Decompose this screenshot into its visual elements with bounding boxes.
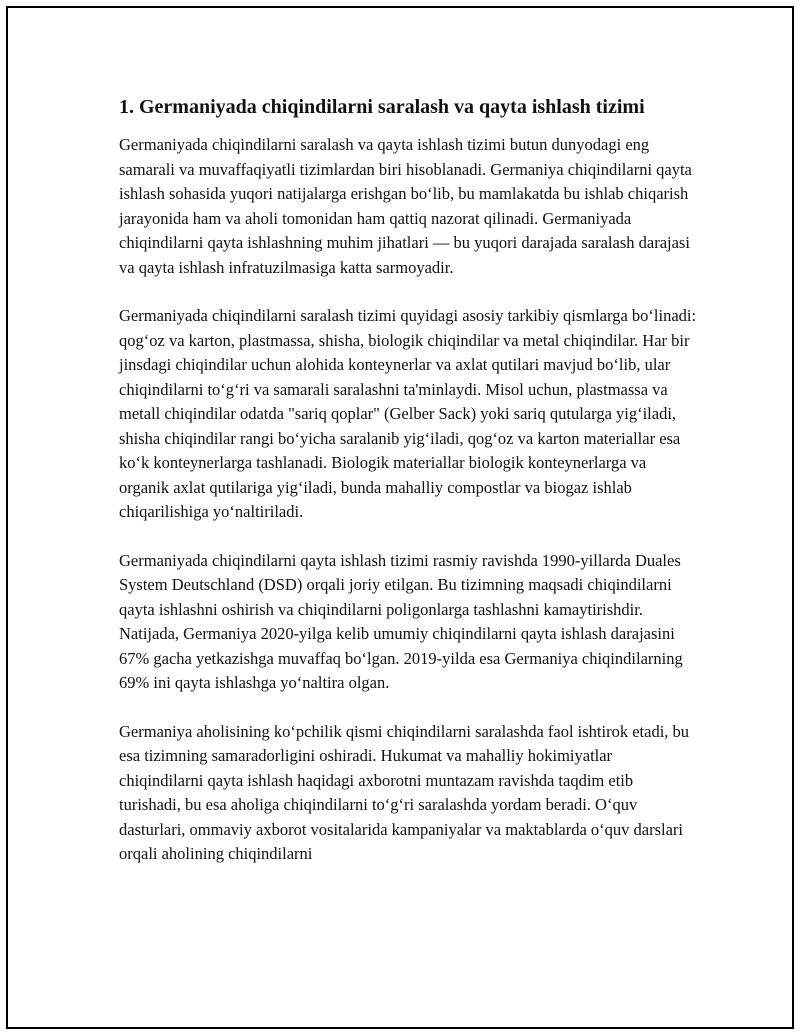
- document-body: [119, 95, 699, 891]
- paragraph-public-participation: Germaniya aholisining ko‘pchilik qismi chiqindilarni saralashda faol ishtirok etadi, bu esa tizimning samaradorligini oshiradi. Hukumat va mahalliy hokimiyatlar chiqindilarni qayta ishlash haqidagi axborotni muntazam ravishda taqdim etib turishadi, bu esa aholiga chiqindilarni to‘g‘ri saralashda yordam beradi. O‘quv dasturlari, ommaviy axborot vositalarida kampaniyalar va maktablarda o‘quv darslari orqali aholining chiqindilarni: [119, 721, 690, 863]
- paragraph-intro: Germaniyada chiqindilarni saralash va qayta ishlash tizimi butun dunyodagi eng samarali va muvaffaqiyatli tizimlardan biri hisoblanadi. Germaniya chiqindilarni qayta ishlash sohasida yuqori natijalarga erishgan bo‘lib, bu mamlakatda bu ishlab chiqarish jarayonida ham va aholi tomonidan ham qattiq nazorat qilinadi. Germaniyada chiqindilarni qayta ishlashning muhim jihatlari — bu yuqori darajada saralash darajasi va qayta ishlash infratuzilmasiga katta sarmoyadir.: [119, 135, 692, 277]
- paragraph-recycling-history: Germaniyada chiqindilarni qayta ishlash tizimi rasmiy ravishda 1990-yillarda Duales System Deutschland (DSD) orqali joriy etilgan. Bu tizimning maqsadi chiqindilarni qayta ishlashni oshirish va chiqindilarni poligonlarga tashlashni kamaytirishdir. Natijada, Germaniya 2020-yilga kelib umumiy chiqindilarni qayta ishlash darajasini 67% gacha yetkazishga muvaffaq bo‘lgan. 2019-yilda esa Germaniya chiqindilarning 69% ini qayta ishlashga yo‘naltira olgan.: [119, 550, 683, 692]
- section-heading: 1. Germaniyada chiqindilarni saralash va qayta ishlash tizimi: [119, 96, 645, 118]
- page-frame: [6, 6, 794, 1029]
- paragraph-sorting-components: Germaniyada chiqindilarni saralash tizimi quyidagi asosiy tarkibiy qismlarga bo‘linadi: qog‘oz va karton, plastmassa, shisha, biologik chiqindilar va metal chiqindilar. Har bir jinsdagi chiqindilar uchun alohida konteynerlar va axlat qutilari mavjud bo‘lib, ular chiqindilarni to‘g‘ri va samarali saralashni ta'minlaydi. Misol uchun, plastmassa va metall chiqindilar odatda "sariq qoplar" (Gelber Sack) yoki sariq qutularga yig‘iladi, shisha chiqindilar rangi bo‘yicha saralanib yig‘iladi, qog‘oz va karton materiallar esa ko‘k konteynerlarga tashlanadi. Biologik materiallar biologik konteynerlarga va organik axlat qutilariga yig‘iladi, bunda mahalliy compostlar va biogaz ishlab chiqarilishiga yo‘naltiriladi.: [119, 306, 697, 521]
